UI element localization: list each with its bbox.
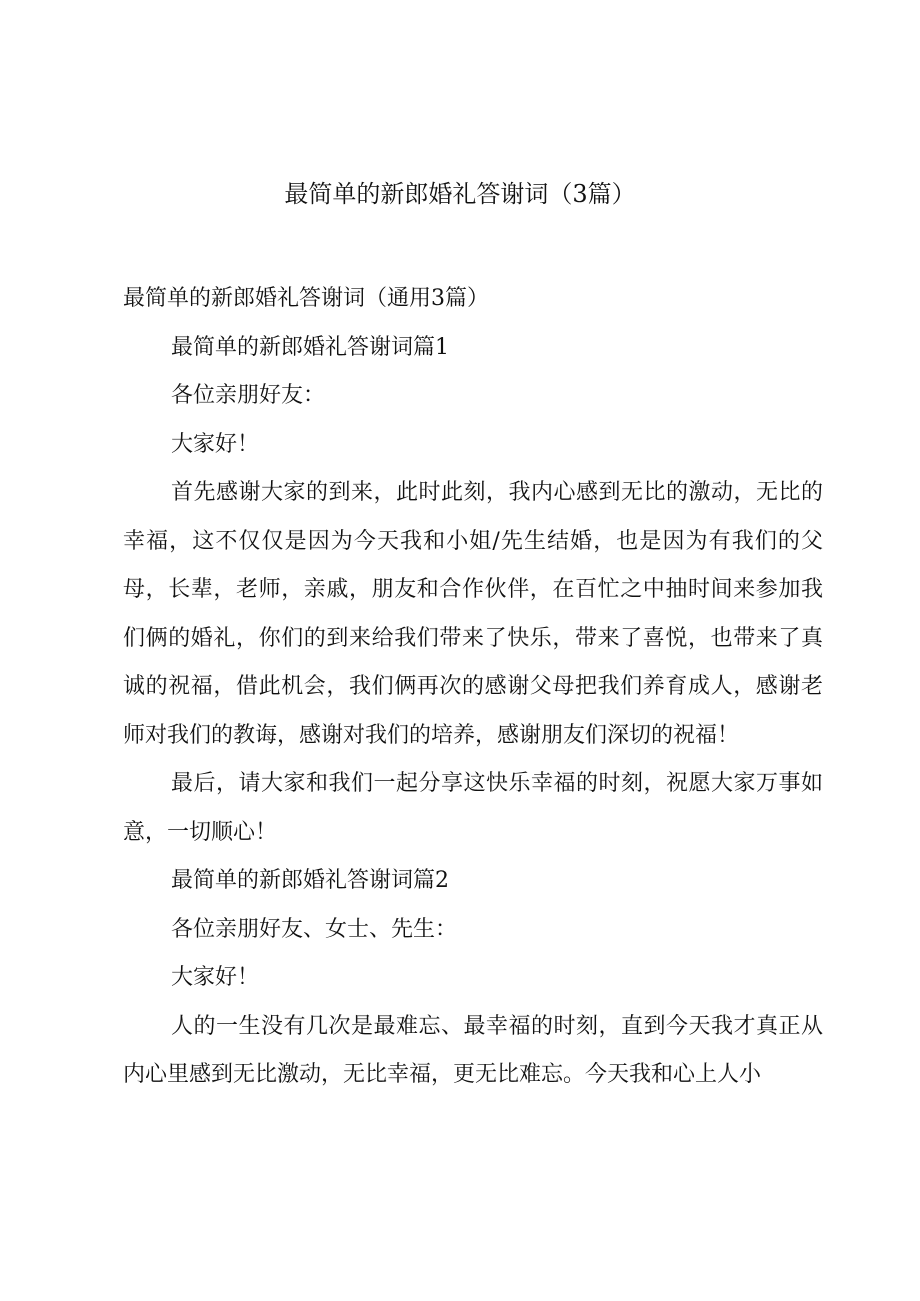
salutation-1: 各位亲朋好友：: [171, 383, 326, 408]
document-title: 最简单的新郎婚礼答谢词（3篇）: [284, 180, 636, 208]
greeting-2: 大家好！: [171, 965, 260, 990]
document-body: [123, 275, 823, 1100]
paragraph-closing: 最后，请大家和我们一起分享这快乐幸福的时刻，祝愿大家万事如意，一切顺心！: [123, 771, 823, 845]
section-heading-2: 最简单的新郎婚礼答谢词篇2: [171, 868, 449, 893]
salutation-2: 各位亲朋好友、女士、先生：: [171, 916, 458, 942]
document-subtitle: 最简单的新郎婚礼答谢词（通用3篇）: [123, 286, 489, 311]
paragraph-memorable: 人的一生没有几次是最难忘、最幸福的时刻，直到今天我才真正从内心里感到无比激动，无比幸福，更无比难忘。今天我和心上人小: [123, 1013, 823, 1087]
paragraph-thanks: 首先感谢大家的到来，此时此刻，我内心感到无比的激动，无比的幸福，这不仅仅是因为今天我和小姐/先生结婚，也是因为有我们的父母，长辈，老师，亲戚，朋友和合作伙伴，在百忙之中抽时间来参加我们俩的婚礼，你们的到来给我们带来了快乐，带来了喜悦，也带来了真诚的祝福，借此机会，我们俩再次的感谢父母把我们养育成人，感谢老师对我们的教诲，感谢对我们的培养，感谢朋友们深切的祝福！: [123, 480, 823, 748]
section-heading-1: 最简单的新郎婚礼答谢词篇1: [171, 334, 449, 360]
greeting-1: 大家好！: [171, 431, 260, 457]
